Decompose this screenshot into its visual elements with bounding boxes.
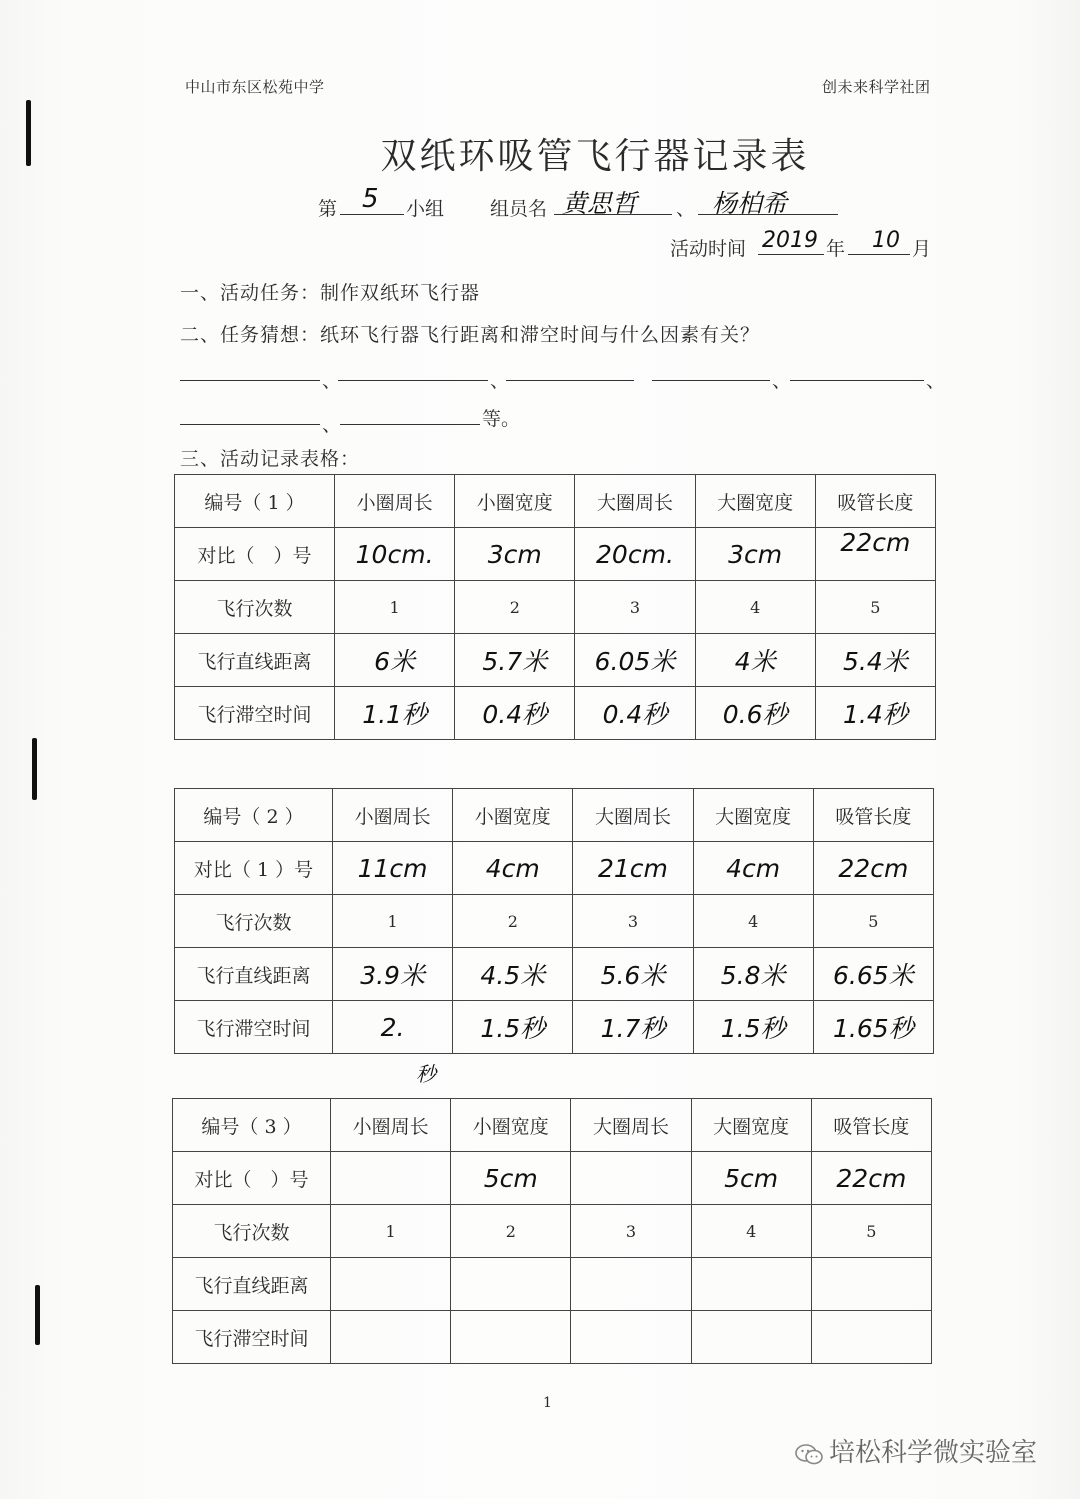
section-task: 一、活动任务：制作双纸环飞行器: [180, 282, 481, 304]
table-cell: [331, 1152, 451, 1205]
table-cell: 大圈周长: [575, 475, 695, 528]
table-cell: 20cm.: [575, 528, 695, 581]
table-cell: 4米: [695, 634, 815, 687]
table-cell: 11cm: [333, 842, 453, 895]
month-label: 月: [912, 238, 932, 260]
table-cell: 5.4米: [815, 634, 935, 687]
table-cell: 吸管长度: [815, 475, 935, 528]
club-name: 创未来科学社团: [822, 78, 931, 96]
table-cell: 飞行滞空时间: [175, 1001, 333, 1054]
table-cell: 小圈宽度: [453, 789, 573, 842]
blank-end: 等。: [482, 408, 521, 430]
group-suffix: 小组: [406, 198, 445, 220]
table-cell: 飞行直线距离: [175, 948, 333, 1001]
table-cell: 2: [455, 581, 575, 634]
group-number: 5: [362, 184, 379, 214]
table-cell: 飞行滞空时间: [175, 687, 335, 740]
table-row: [173, 1258, 932, 1311]
table-cell: [451, 1311, 571, 1364]
table-cell: 对比（ ）号: [175, 528, 335, 581]
table-cell: 吸管长度: [813, 789, 933, 842]
table-cell: 大圈宽度: [695, 475, 815, 528]
member2-name: 杨柏希: [712, 189, 788, 218]
table-cell: 21cm: [573, 842, 693, 895]
table-cell: 3.9米: [333, 948, 453, 1001]
table-cell: [571, 1258, 691, 1311]
hypothesis-blank: [338, 380, 488, 381]
table-row: [175, 687, 936, 740]
hypothesis-blank: [652, 380, 770, 381]
table-row: [175, 475, 936, 528]
table-cell: 吸管长度: [811, 1099, 931, 1152]
group-number-underline: [340, 214, 404, 215]
table-cell: 5: [813, 895, 933, 948]
table-cell: 1: [335, 581, 455, 634]
table-cell: [811, 1258, 931, 1311]
watermark-text: 培松科学微实验室: [829, 1438, 1038, 1468]
record-table-3: [172, 1098, 932, 1364]
page-number: 1: [543, 1395, 552, 1411]
table-cell: 5cm: [451, 1152, 571, 1205]
table-cell: 1.5秒: [453, 1001, 573, 1054]
hypothesis-blank: [180, 424, 320, 425]
record-table-2: [174, 788, 934, 1054]
table-cell: 飞行次数: [173, 1205, 331, 1258]
table-cell: [331, 1311, 451, 1364]
table-row: [175, 842, 934, 895]
table-cell: 1.65秒: [813, 1001, 933, 1054]
table-cell: 飞行次数: [175, 581, 335, 634]
table-cell: 1.5秒: [693, 1001, 813, 1054]
table-row: [173, 1099, 932, 1152]
table-cell: 22cm: [815, 528, 935, 581]
table-cell: 22cm: [813, 842, 933, 895]
table-cell: 1.4秒: [815, 687, 935, 740]
overflow-handwriting: 秒: [416, 1062, 436, 1086]
activity-year: 2019: [762, 228, 818, 253]
table-cell: 2.: [333, 1001, 453, 1054]
table-cell: 5: [811, 1205, 931, 1258]
table-cell: [691, 1311, 811, 1364]
table-cell: 3cm: [695, 528, 815, 581]
hypothesis-blank: [506, 380, 634, 381]
table-cell: 大圈周长: [571, 1099, 691, 1152]
table-cell: 22cm: [811, 1152, 931, 1205]
table-row: [173, 1311, 932, 1364]
table-cell: 飞行滞空时间: [173, 1311, 331, 1364]
member1-name: 黄思哲: [562, 189, 638, 218]
table-cell: 6米: [335, 634, 455, 687]
page-title: 双纸环吸管飞行器记录表: [380, 136, 810, 177]
scan-edge-mark: [32, 738, 37, 800]
table-cell: 小圈周长: [333, 789, 453, 842]
table-cell: 1.1秒: [335, 687, 455, 740]
table-cell: 4.5米: [453, 948, 573, 1001]
table-cell: 编号（ 1 ）: [175, 475, 335, 528]
table-cell: 编号（ 2 ）: [175, 789, 333, 842]
table-cell: 4cm: [453, 842, 573, 895]
table-cell: 5.7米: [455, 634, 575, 687]
record-table-1: [174, 474, 936, 740]
table-row: [175, 634, 936, 687]
table-cell: [691, 1258, 811, 1311]
table-cell: 4: [695, 581, 815, 634]
group-prefix: 第: [318, 198, 338, 220]
table-cell: 6.65米: [813, 948, 933, 1001]
table-cell: 飞行直线距离: [173, 1258, 331, 1311]
table-cell: 4: [693, 895, 813, 948]
table-cell: 大圈宽度: [691, 1099, 811, 1152]
table-cell: 小圈周长: [331, 1099, 451, 1152]
table-cell: [571, 1311, 691, 1364]
table-cell: 1.7秒: [573, 1001, 693, 1054]
table-cell: 3: [573, 895, 693, 948]
blank-separator: 、: [926, 370, 946, 392]
table-cell: 1: [331, 1205, 451, 1258]
month-underline: [848, 254, 910, 255]
table-cell: 大圈宽度: [693, 789, 813, 842]
table-cell: 6.05米: [575, 634, 695, 687]
table-row: [173, 1205, 932, 1258]
hypothesis-blank: [790, 380, 924, 381]
table-cell: 小圈宽度: [455, 475, 575, 528]
section-hypothesis: 二、任务猜想：纸环飞行器飞行距离和滞空时间与什么因素有关？: [180, 324, 761, 346]
table-cell: 0.4秒: [575, 687, 695, 740]
table-cell: 4: [691, 1205, 811, 1258]
blank-separator: 、: [322, 414, 342, 436]
table-cell: 对比（ ）号: [173, 1152, 331, 1205]
table-row: [175, 948, 934, 1001]
table-cell: 5.8米: [693, 948, 813, 1001]
hypothesis-blank: [180, 380, 320, 381]
table-cell: 对比（ 1 ）号: [175, 842, 333, 895]
activity-month: 10: [872, 228, 900, 253]
table-row: [175, 581, 936, 634]
year-underline: [758, 254, 824, 255]
table-cell: 10cm.: [335, 528, 455, 581]
blank-separator: 、: [772, 370, 792, 392]
table-cell: 3: [575, 581, 695, 634]
blank-separator: 、: [490, 370, 510, 392]
members-separator: 、: [676, 198, 696, 220]
table-cell: 5.6米: [573, 948, 693, 1001]
table-cell: 0.6秒: [695, 687, 815, 740]
members-label: 组员名: [490, 198, 548, 220]
table-row: [173, 1152, 932, 1205]
watermark: [795, 1432, 1037, 1469]
hypothesis-blank: [340, 424, 480, 425]
wechat-icon: [795, 1443, 823, 1465]
section-record: 三、活动记录表格：: [180, 448, 361, 470]
table-cell: 5: [815, 581, 935, 634]
table-cell: 小圈宽度: [451, 1099, 571, 1152]
table-cell: 飞行直线距离: [175, 634, 335, 687]
table-cell: [811, 1311, 931, 1364]
table-cell: 2: [451, 1205, 571, 1258]
table-cell: 1: [333, 895, 453, 948]
table-cell: [331, 1258, 451, 1311]
school-name: 中山市东区松苑中学: [185, 78, 325, 96]
table-cell: [571, 1152, 691, 1205]
activity-time-label: 活动时间: [670, 238, 747, 260]
table-row: [175, 1001, 934, 1054]
scan-edge-mark: [35, 1285, 40, 1345]
table-cell: 0.4秒: [455, 687, 575, 740]
table-cell: 5cm: [691, 1152, 811, 1205]
table-cell: [451, 1258, 571, 1311]
year-label: 年: [826, 238, 846, 260]
table-cell: 3: [571, 1205, 691, 1258]
table-cell: 小圈周长: [335, 475, 455, 528]
blank-separator: 、: [322, 370, 342, 392]
table-cell: 大圈周长: [573, 789, 693, 842]
table-row: [175, 789, 934, 842]
table-cell: 2: [453, 895, 573, 948]
table-row: [175, 528, 936, 581]
table-row: [175, 895, 934, 948]
table-cell: 4cm: [693, 842, 813, 895]
table-cell: 3cm: [455, 528, 575, 581]
table-cell: 编号（ 3 ）: [173, 1099, 331, 1152]
table-cell: 飞行次数: [175, 895, 333, 948]
